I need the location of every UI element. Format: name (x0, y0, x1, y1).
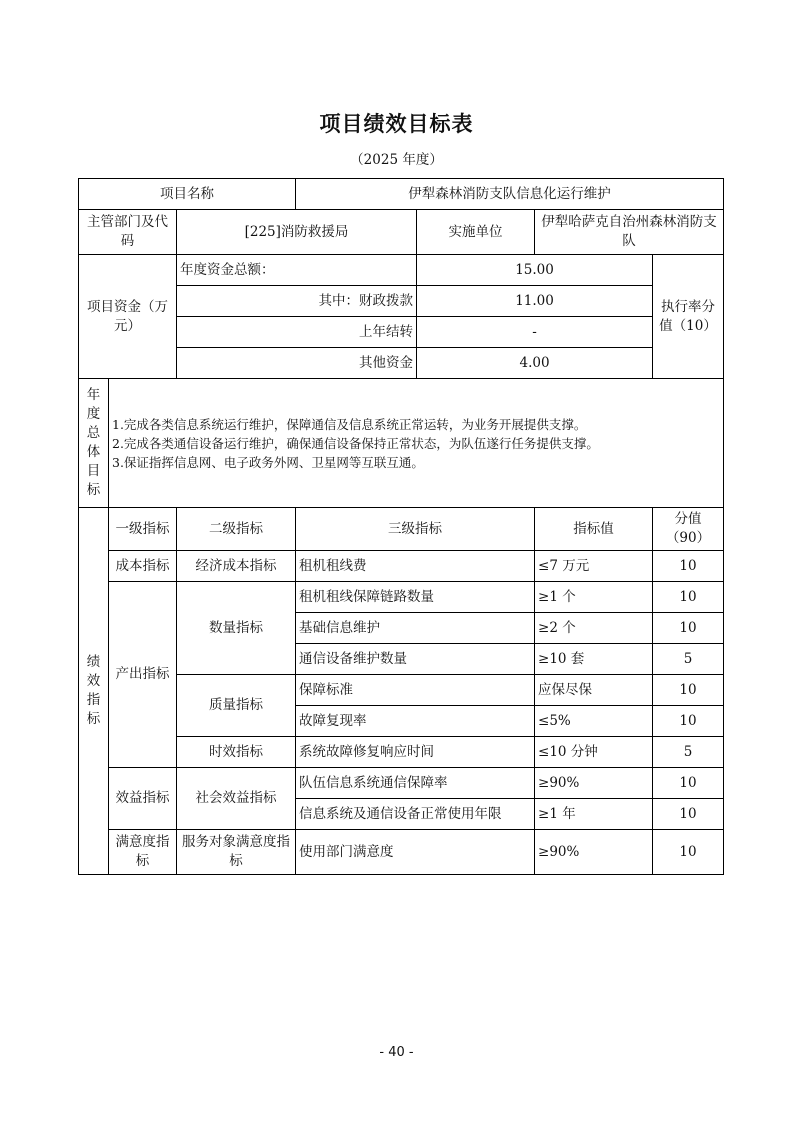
goals-row (79, 379, 724, 508)
funds-total-value: 15.00 (417, 255, 653, 286)
goal-line: 3.保证指挥信息网、电子政务外网、卫星网等互联互通。 (112, 454, 424, 470)
funds-row (79, 255, 724, 286)
page-title: 项目绩效目标表 (319, 112, 474, 136)
funds-total-label: 年度资金总额： (177, 255, 417, 286)
funds-carryover-label: 上年结转 (177, 317, 417, 348)
department-row (79, 210, 724, 255)
header-level2: 二级指标 (177, 508, 296, 551)
indicator-value: ≥90% (535, 830, 653, 875)
level2-cell: 社会效益指标 (177, 768, 296, 830)
level1-cell: 产出指标 (109, 582, 177, 768)
indicator-value: ≥1 年 (535, 799, 653, 830)
funds-other-label: 其他资金 (177, 348, 417, 379)
level3-cell: 保障标准 (296, 675, 535, 706)
score-cell: 10 (653, 582, 724, 613)
performance-table (78, 178, 724, 875)
indicator-value: ≥2 个 (535, 613, 653, 644)
indicator-value: ≥10 套 (535, 644, 653, 675)
score-cell: 10 (653, 613, 724, 644)
indicator-value: ≥90% (535, 768, 653, 799)
header-score: 分值（90） (653, 508, 724, 551)
level1-cell: 满意度指标 (109, 830, 177, 875)
goal-line: 1.完成各类信息系统运行维护，保障通信及信息系统正常运转，为业务开展提供支撑。 (112, 416, 587, 432)
header-level1: 一级指标 (109, 508, 177, 551)
project-name-row (79, 179, 724, 210)
page-subtitle: （2025 年度） (350, 152, 443, 168)
page-number: - 40 - (379, 1045, 414, 1060)
level1-cell: 效益指标 (109, 768, 177, 830)
table-row (79, 830, 724, 875)
department-label: 主管部门及代码 (79, 210, 177, 255)
score-cell: 5 (653, 644, 724, 675)
level2-cell: 数量指标 (177, 582, 296, 675)
level3-cell: 租机租线费 (296, 551, 535, 582)
level2-cell: 时效指标 (177, 737, 296, 768)
level3-cell: 基础信息维护 (296, 613, 535, 644)
perf-header-row (79, 508, 724, 551)
score-cell: 5 (653, 737, 724, 768)
score-cell: 10 (653, 768, 724, 799)
header-value: 指标值 (535, 508, 653, 551)
goals-content (109, 379, 724, 508)
level2-cell: 经济成本指标 (177, 551, 296, 582)
perf-label: 绩效指标 (79, 508, 109, 875)
indicator-value: ≥1 个 (535, 582, 653, 613)
project-name-value: 伊犁森林消防支队信息化运行维护 (296, 179, 724, 210)
level3-cell: 系统故障修复响应时间 (296, 737, 535, 768)
score-cell: 10 (653, 706, 724, 737)
implementing-unit-value: 伊犁哈萨克自治州森林消防支队 (535, 210, 724, 255)
level3-cell: 通信设备维护数量 (296, 644, 535, 675)
score-cell: 10 (653, 551, 724, 582)
table-row (79, 551, 724, 582)
level3-cell: 租机租线保障链路数量 (296, 582, 535, 613)
indicator-value: ≤5% (535, 706, 653, 737)
execution-rate-label: 执行率分值（10） (653, 255, 724, 379)
level2-cell: 服务对象满意度指标 (177, 830, 296, 875)
level3-cell: 故障复现率 (296, 706, 535, 737)
score-cell: 10 (653, 799, 724, 830)
funds-fiscal-label: 其中：财政拨款 (177, 286, 417, 317)
indicator-value: 应保尽保 (535, 675, 653, 706)
level3-cell: 队伍信息系统通信保障率 (296, 768, 535, 799)
table-row (79, 768, 724, 799)
indicator-value: ≤7 万元 (535, 551, 653, 582)
score-cell: 10 (653, 830, 724, 875)
table-row (79, 582, 724, 613)
department-value: [225]消防救援局 (177, 210, 417, 255)
level2-cell: 质量指标 (177, 675, 296, 737)
goals-label: 年度总体目标 (79, 379, 109, 508)
funds-other-value: 4.00 (417, 348, 653, 379)
project-name-label: 项目名称 (79, 179, 296, 210)
level1-cell: 成本指标 (109, 551, 177, 582)
funds-fiscal-value: 11.00 (417, 286, 653, 317)
funds-carryover-value: - (417, 317, 653, 348)
score-cell: 10 (653, 675, 724, 706)
goal-line: 2.完成各类通信设备运行维护，确保通信设备保持正常状态，为队伍遂行任务提供支撑。 (112, 435, 599, 451)
level3-cell: 使用部门满意度 (296, 830, 535, 875)
header-level3: 三级指标 (296, 508, 535, 551)
implementing-unit-label: 实施单位 (417, 210, 535, 255)
level3-cell: 信息系统及通信设备正常使用年限 (296, 799, 535, 830)
indicator-value: ≤10 分钟 (535, 737, 653, 768)
funds-label: 项目资金（万元） (79, 255, 177, 379)
